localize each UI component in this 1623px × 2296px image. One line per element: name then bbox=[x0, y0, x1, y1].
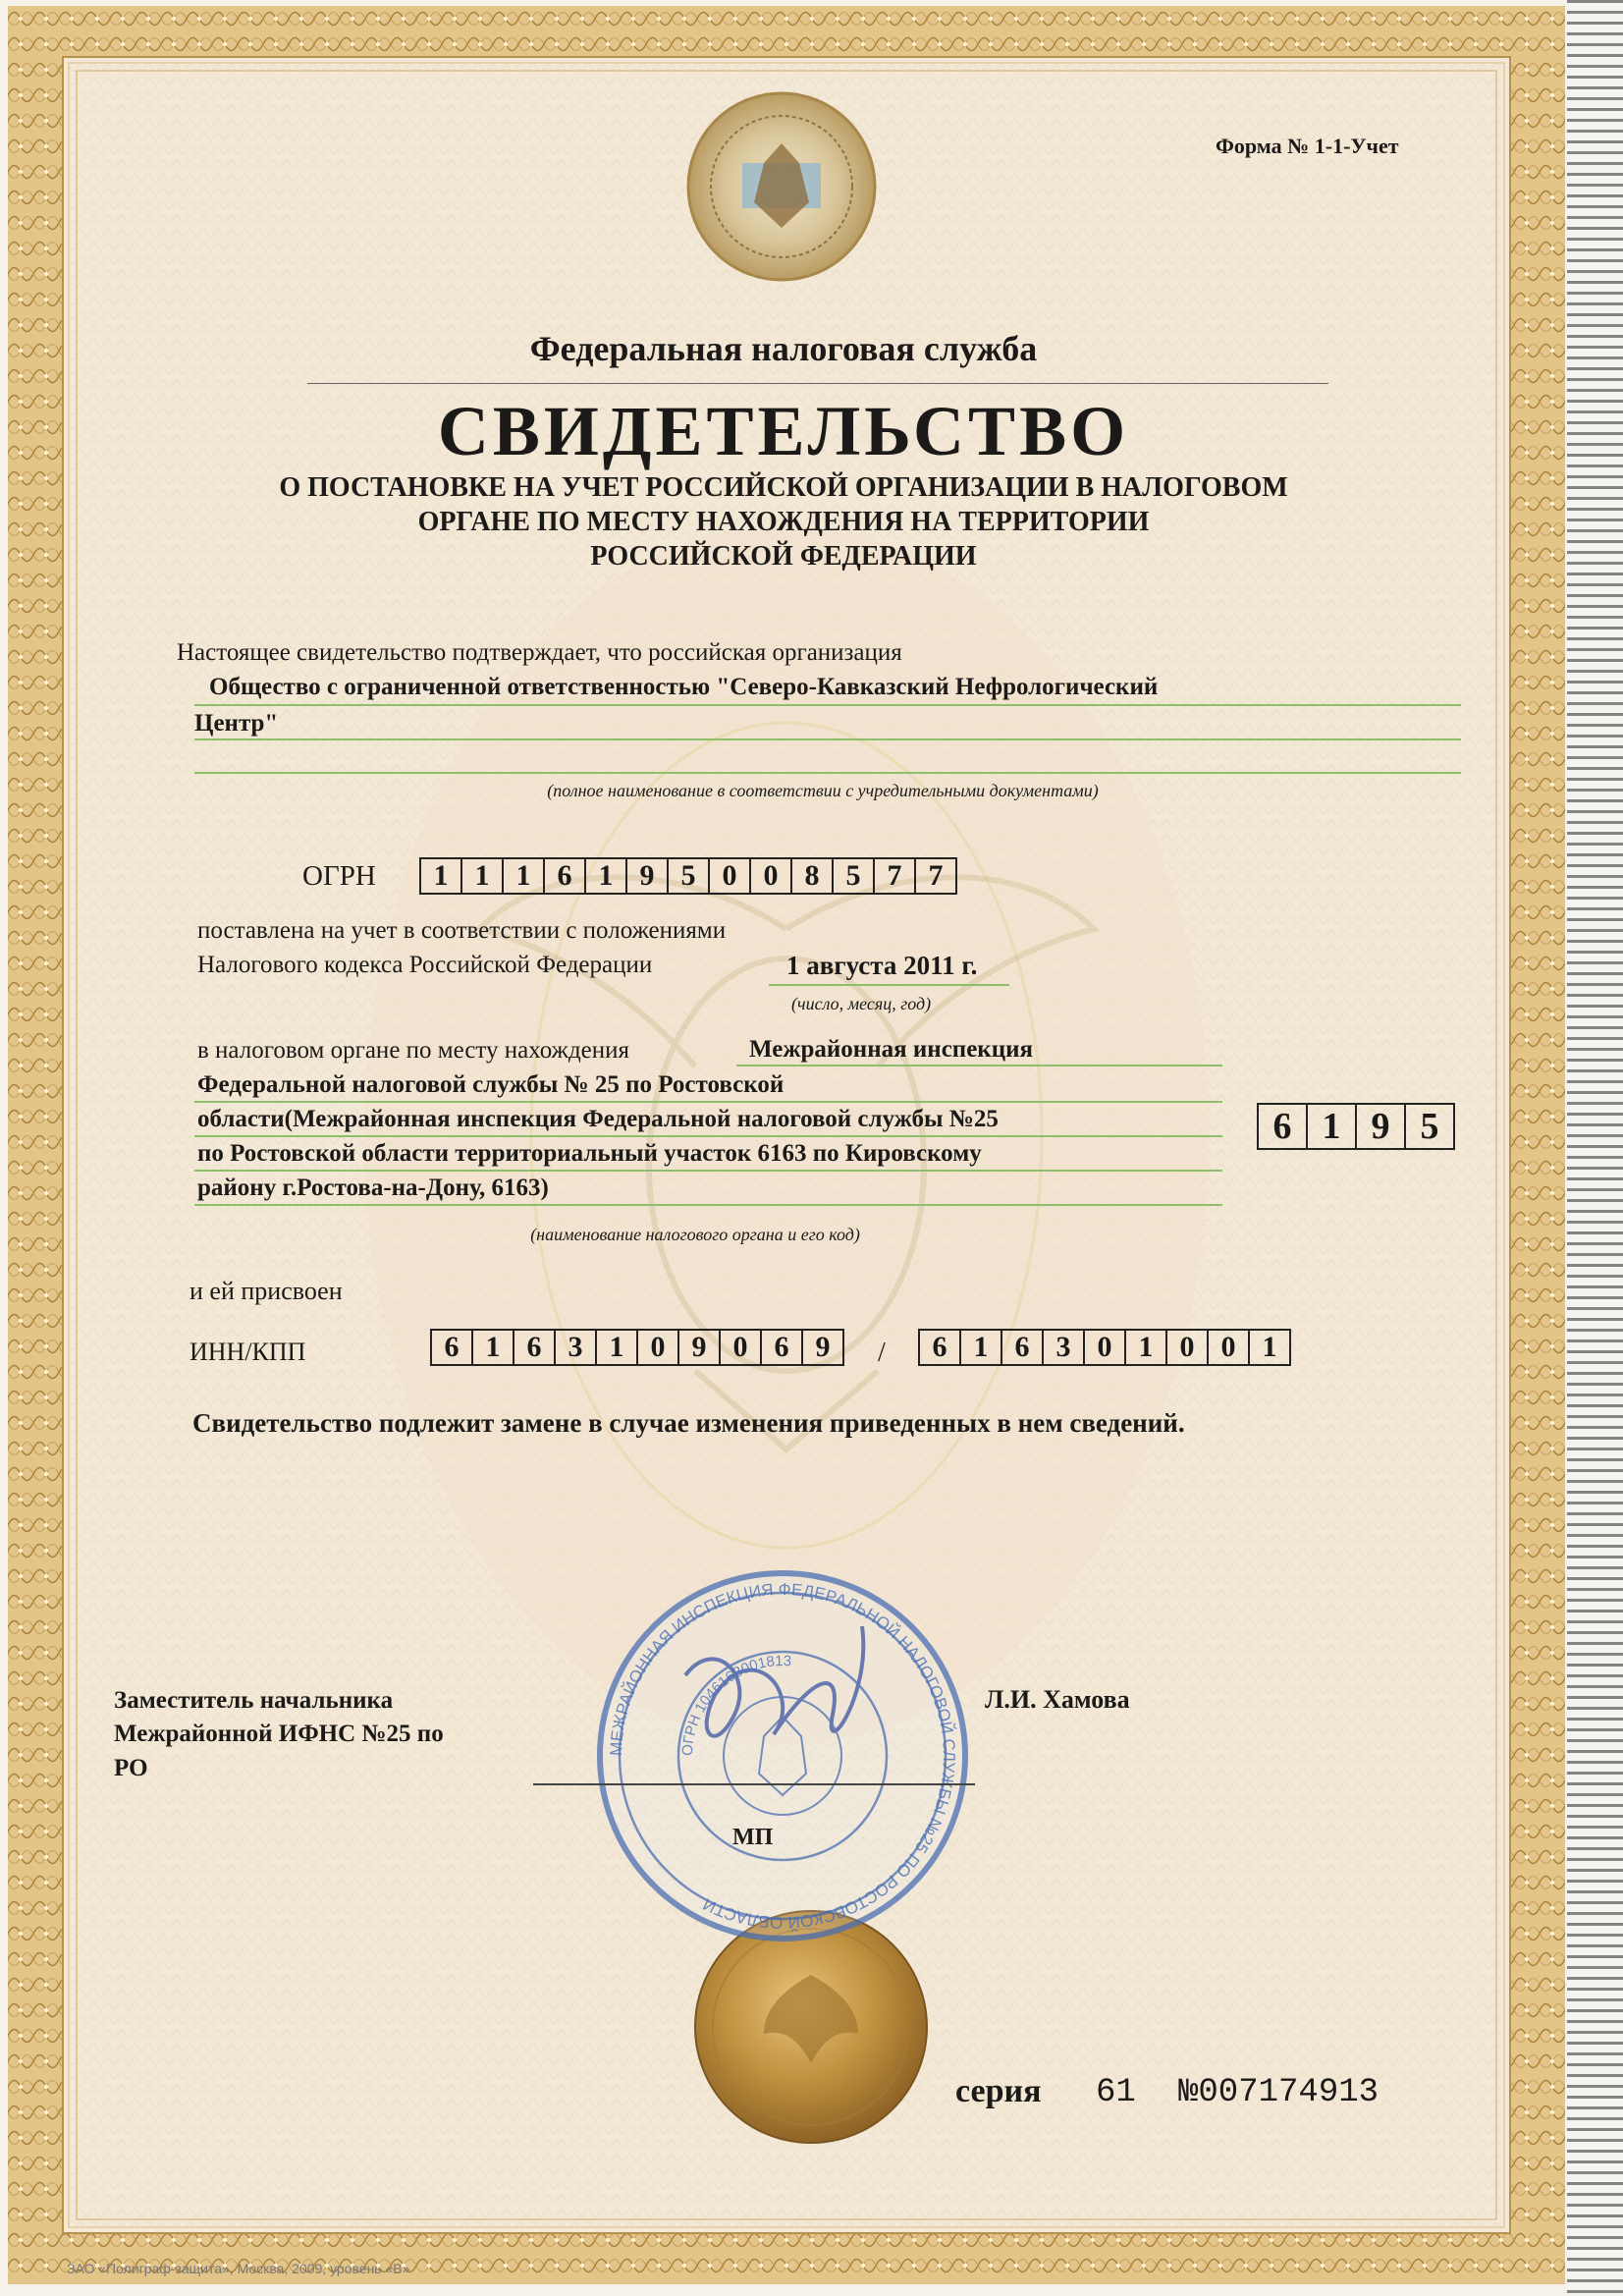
digit-box: 1 bbox=[1126, 1331, 1167, 1364]
registration-line-2: Налогового кодекса Российской Федерации bbox=[197, 952, 653, 978]
service-name: Федеральная налоговая служба bbox=[529, 329, 1038, 368]
digit-box: 6 bbox=[432, 1331, 473, 1364]
assigned-text: и ей присвоен bbox=[189, 1277, 343, 1305]
replacement-notice: Свидетельство подлежит замене в случае изменения приведенных в нем сведений. bbox=[192, 1408, 1185, 1438]
digit-box: 6 bbox=[1259, 1105, 1308, 1148]
digit-box: 1 bbox=[1262, 1331, 1277, 1363]
digit-box: 0 bbox=[1209, 1331, 1250, 1364]
digit-box: 6 bbox=[762, 1331, 803, 1364]
ogrn-label: ОГРН bbox=[302, 860, 376, 892]
inn-kpp-label: ИНН/КПП bbox=[189, 1338, 306, 1366]
scan-edge bbox=[1567, 0, 1623, 2296]
digit-box: 5 bbox=[1420, 1106, 1439, 1147]
tax-authority-prefix: в налоговом органе по месту нахождения bbox=[197, 1037, 630, 1064]
certificate-title: СВИДЕТЕЛЬСТВО bbox=[437, 392, 1130, 470]
authority-underline-4 bbox=[194, 1170, 1222, 1172]
mp-mark: МП bbox=[732, 1825, 774, 1850]
digit-box: 0 bbox=[751, 859, 792, 893]
subtitle-line-2: ОРГАНЕ ПО МЕСТУ НАХОЖДЕНИЯ НА ТЕРРИТОРИИ bbox=[417, 507, 1150, 537]
signatory-position-line-3: РО bbox=[114, 1755, 148, 1781]
digit-box: 7 bbox=[875, 859, 916, 893]
org-underline-2 bbox=[194, 738, 1461, 740]
tax-authority-line-5: району г.Ростова-на-Дону, 6163) bbox=[197, 1175, 549, 1201]
digit-box: 1 bbox=[586, 859, 627, 893]
date-caption: (число, месяц, год) bbox=[791, 994, 932, 1013]
series-number: №007174913 bbox=[1178, 2074, 1380, 2111]
org-underline-3 bbox=[194, 772, 1461, 774]
subtitle-line-1: О ПОСТАНОВКЕ НА УЧЕТ РОССИЙСКОЙ ОРГАНИЗАЦИИ В НАЛОГОВОМ bbox=[279, 472, 1288, 503]
digit-box: 1 bbox=[421, 859, 462, 893]
service-name-rule bbox=[307, 383, 1328, 384]
digit-box: 7 bbox=[928, 859, 944, 892]
form-number: Форма № 1-1-Учет bbox=[1216, 134, 1399, 158]
tax-authority-code bbox=[1257, 1103, 1455, 1150]
digit-box: 5 bbox=[834, 859, 875, 893]
digit-box: 8 bbox=[792, 859, 834, 893]
digit-box: 9 bbox=[679, 1331, 721, 1364]
tax-authority-caption: (наименование налогового органа и его код) bbox=[530, 1225, 860, 1244]
authority-underline-3 bbox=[194, 1135, 1222, 1137]
intro-text: Настоящее свидетельство подтверждает, что российская организация bbox=[177, 639, 902, 666]
digit-box: 6 bbox=[920, 1331, 961, 1364]
authority-underline-1 bbox=[736, 1065, 1222, 1066]
digit-box: 1 bbox=[1308, 1105, 1357, 1148]
digit-box: 1 bbox=[473, 1331, 514, 1364]
digit-box: 0 bbox=[1085, 1331, 1126, 1364]
digit-box: 3 bbox=[1044, 1331, 1085, 1364]
digit-box: 6 bbox=[514, 1331, 556, 1364]
tax-authority-line-3: области(Межрайонная инспекция Федеральной налоговой службы №25 bbox=[197, 1106, 999, 1132]
organization-name-line-2: Центр" bbox=[194, 710, 279, 737]
series-value: 61 bbox=[1096, 2074, 1136, 2111]
organization-name-line-1: Общество с ограниченной ответственностью "Северо-Кавказский Нефрологический bbox=[209, 674, 1159, 700]
printer-line: ЗАО «Полиграф-защита», Москва, 2009, уровень «В» bbox=[67, 2261, 410, 2276]
org-underline-1 bbox=[194, 704, 1461, 706]
stamp-ogrn-text: ОГРН 1046168001813 bbox=[678, 1652, 792, 1757]
kpp-digits bbox=[918, 1329, 1291, 1366]
authority-underline-2 bbox=[194, 1101, 1222, 1103]
tax-authority-line-4: по Ростовской области территориальный участок 6163 по Кировскому bbox=[197, 1140, 982, 1167]
digit-box: 3 bbox=[556, 1331, 597, 1364]
date-underline bbox=[769, 984, 1009, 986]
digit-box: 9 bbox=[627, 859, 669, 893]
ogrn-digits bbox=[419, 857, 957, 895]
signatory-position-line-2: Межрайонной ИФНС №25 по bbox=[114, 1721, 444, 1747]
digit-box: 6 bbox=[545, 859, 586, 893]
signature-line bbox=[533, 1783, 975, 1785]
stamp-outer-text: МЕЖРАЙОННАЯ ИНСПЕКЦИЯ ФЕДЕРАЛЬНОЙ НАЛОГОВОЙ СЛУЖБЫ №25 ПО РОСТОВСКОЙ ОБЛАСТИ bbox=[606, 1579, 959, 1933]
digit-box: 0 bbox=[638, 1331, 679, 1364]
certificate-page bbox=[8, 6, 1565, 2284]
digit-box: 9 bbox=[1357, 1105, 1406, 1148]
digit-box: 1 bbox=[462, 859, 504, 893]
digit-box: 0 bbox=[1167, 1331, 1209, 1364]
digit-box: 0 bbox=[710, 859, 751, 893]
digit-box: 9 bbox=[815, 1331, 831, 1363]
series-label: серия bbox=[955, 2073, 1042, 2109]
registration-date: 1 августа 2011 г. bbox=[786, 951, 978, 980]
tax-authority-line-1: Межрайонная инспекция bbox=[749, 1036, 1034, 1063]
inn-digits bbox=[430, 1329, 844, 1366]
organization-caption: (полное наименование в соответствии с учредительными документами) bbox=[547, 781, 1099, 800]
digit-box: 0 bbox=[721, 1331, 762, 1364]
digit-box: 1 bbox=[597, 1331, 638, 1364]
digit-box: 1 bbox=[961, 1331, 1002, 1364]
authority-underline-5 bbox=[194, 1204, 1222, 1206]
digit-box: 1 bbox=[504, 859, 545, 893]
inn-kpp-separator: / bbox=[878, 1338, 886, 1368]
registration-line-1: поставлена на учет в соответствии с положениями bbox=[197, 917, 727, 944]
signatory-position-line-1: Заместитель начальника bbox=[114, 1687, 394, 1714]
subtitle-line-3: РОССИЙСКОЙ ФЕДЕРАЦИИ bbox=[590, 541, 977, 572]
tax-authority-line-2: Федеральной налоговой службы № 25 по Ростовской bbox=[197, 1071, 784, 1098]
digit-box: 6 bbox=[1002, 1331, 1044, 1364]
digit-box: 5 bbox=[669, 859, 710, 893]
signatory-name: Л.И. Хамова bbox=[985, 1685, 1130, 1714]
